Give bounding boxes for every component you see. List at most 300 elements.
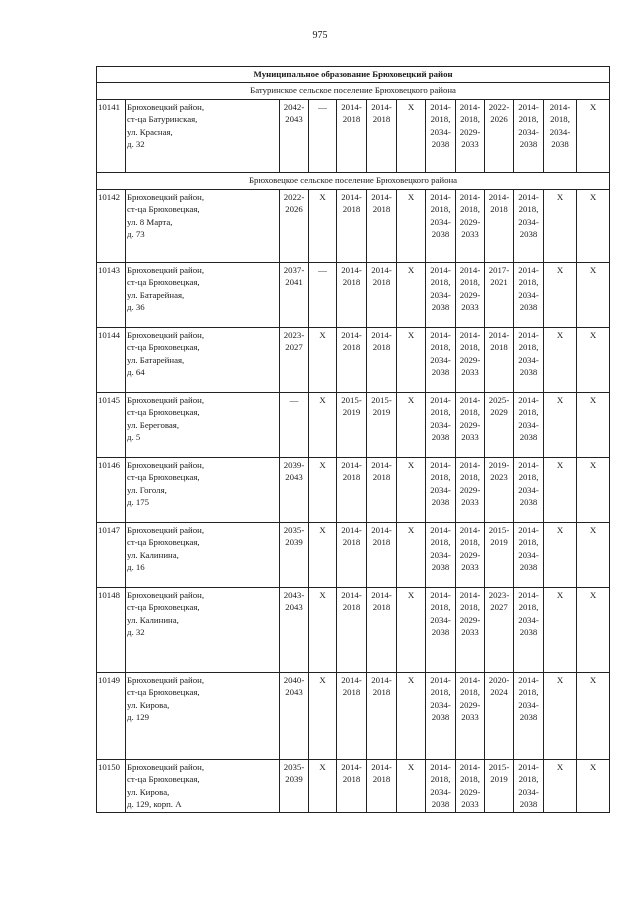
period-cell: [514, 587, 544, 672]
period-line: 2033: [461, 497, 479, 508]
period-cell: [309, 392, 337, 457]
period-line: 2018,: [460, 687, 480, 698]
period-cell: [426, 392, 456, 457]
period-line: X: [556, 459, 564, 470]
period-line: 2018,: [430, 342, 451, 353]
address-line: ул. Красная,: [127, 126, 173, 137]
period-cell: [577, 457, 610, 522]
period-line: X: [556, 524, 564, 535]
housing-repair-schedule-table: [96, 66, 610, 813]
period-line: 2033: [461, 229, 479, 240]
table-row: [97, 262, 610, 327]
period-line: 2018: [342, 114, 361, 125]
period-line: 2014-: [430, 394, 451, 405]
period-cell: [514, 759, 544, 812]
period-cell: [337, 262, 367, 327]
period-line: 2034-: [518, 419, 539, 430]
period-line: 2018: [342, 204, 361, 215]
period-line: 2018: [342, 277, 361, 288]
period-line: 2033: [461, 562, 479, 573]
period-line: 2038: [431, 799, 450, 810]
period-line: 2014-: [371, 101, 392, 112]
period-cell: [456, 672, 485, 759]
record-number: 10143: [97, 262, 126, 327]
period-cell: [397, 759, 426, 812]
period-cell: [426, 189, 456, 262]
address-cell: [126, 672, 280, 759]
period-line: X: [319, 459, 326, 470]
period-line: —: [318, 264, 327, 275]
address-line: д. 129: [127, 712, 150, 723]
period-line: X: [407, 459, 415, 470]
address-line: ул. Батарейная,: [127, 289, 185, 300]
period-line: 2014-: [459, 459, 481, 470]
period-line: 2029: [490, 407, 508, 418]
period-cell: [514, 457, 544, 522]
address-line: ст-ца Брюховецкая,: [127, 774, 200, 785]
period-cell: [337, 587, 367, 672]
settlement-title: Брюховецкое сельское поселение Брюховецкого района: [97, 172, 610, 189]
period-line: 2038: [431, 367, 450, 378]
period-cell: [367, 522, 397, 587]
period-cell: [485, 522, 514, 587]
period-line: 2018,: [460, 602, 480, 613]
period-cell: [456, 522, 485, 587]
period-cell: [514, 392, 544, 457]
period-line: 2014-: [518, 761, 539, 772]
period-line: 2024: [490, 687, 508, 698]
period-line: 2018,: [518, 472, 539, 483]
period-cell: [426, 99, 456, 172]
period-line: 2018,: [518, 687, 539, 698]
period-line: 2038: [431, 229, 450, 240]
period-line: 2018,: [518, 114, 539, 125]
period-cell: [280, 99, 309, 172]
period-line: X: [589, 329, 597, 340]
period-cell: [456, 587, 485, 672]
period-line: 2043: [285, 114, 303, 125]
address-line: Брюховецкий район,: [127, 329, 205, 340]
period-line: 2018,: [430, 537, 451, 548]
period-line: X: [407, 589, 415, 600]
period-line: 2014-: [371, 459, 392, 470]
period-line: 2014-: [459, 264, 481, 275]
period-line: 2018: [342, 537, 361, 548]
period-line: X: [407, 524, 415, 535]
period-line: 2014-: [488, 191, 510, 202]
period-line: 2033: [461, 367, 479, 378]
address-cell: [126, 457, 280, 522]
period-line: 2018: [372, 602, 391, 613]
period-cell: [514, 189, 544, 262]
period-line: 2018,: [518, 602, 539, 613]
address-line: ул. 8 Марта,: [127, 216, 173, 227]
period-line: X: [589, 589, 597, 600]
period-line: 2014-: [459, 761, 481, 772]
period-line: 2034-: [518, 354, 539, 365]
period-line: X: [319, 191, 326, 202]
address-line: д. 73: [127, 229, 145, 240]
period-line: 2018: [490, 342, 508, 353]
period-line: 2018: [490, 204, 508, 215]
period-line: 2029-: [459, 549, 481, 560]
period-line: 2029-: [459, 614, 481, 625]
period-line: 2038: [431, 302, 450, 313]
period-cell: [514, 99, 544, 172]
period-cell: [280, 672, 309, 759]
address-line: ст-ца Брюховецкая,: [127, 342, 200, 353]
period-cell: [337, 522, 367, 587]
period-line: 2023: [490, 472, 508, 483]
period-line: 2014-: [459, 524, 481, 535]
period-line: 2014-: [371, 761, 392, 772]
period-line: 2018: [372, 277, 391, 288]
period-cell: [367, 392, 397, 457]
period-line: 2029-: [459, 786, 481, 797]
period-line: 2014-: [371, 264, 392, 275]
period-line: 2038: [519, 302, 538, 313]
period-cell: [367, 99, 397, 172]
period-line: 2018: [342, 774, 361, 785]
period-line: 2034-: [430, 699, 451, 710]
record-number: 10145: [97, 392, 126, 457]
address-line: Брюховецкий район,: [127, 674, 205, 685]
period-cell: [337, 327, 367, 392]
period-line: 2029-: [459, 289, 481, 300]
period-line: 2014-: [430, 674, 451, 685]
period-line: 2026: [285, 204, 303, 215]
period-line: X: [589, 761, 597, 772]
period-line: 2034-: [430, 484, 451, 495]
period-cell: [577, 327, 610, 392]
period-line: X: [556, 329, 564, 340]
record-number: 10148: [97, 587, 126, 672]
period-line: 2043: [285, 687, 303, 698]
period-cell: [544, 262, 577, 327]
period-line: 2019: [372, 407, 391, 418]
period-line: 2018,: [518, 342, 539, 353]
period-cell: [577, 759, 610, 812]
period-cell: [456, 262, 485, 327]
period-line: 2018,: [430, 407, 451, 418]
period-line: 2038: [431, 497, 450, 508]
period-line: 2039: [285, 774, 303, 785]
period-line: 2038: [519, 562, 538, 573]
period-line: 2043: [285, 602, 303, 613]
period-line: 2043-: [283, 589, 305, 600]
period-line: 2033: [461, 799, 479, 810]
period-line: 2014-: [371, 674, 392, 685]
period-line: 2026: [490, 114, 508, 125]
period-line: 2018,: [460, 342, 480, 353]
address-line: д. 5: [127, 432, 141, 443]
period-line: 2018: [372, 472, 391, 483]
period-cell: [544, 189, 577, 262]
period-cell: [544, 392, 577, 457]
period-line: 2014-: [341, 101, 362, 112]
address-line: ул. Калинина,: [127, 549, 179, 560]
period-line: 2018,: [430, 472, 451, 483]
period-line: 2014-: [341, 761, 362, 772]
period-line: 2014-: [341, 191, 362, 202]
period-line: 2014-: [518, 674, 539, 685]
period-line: 2034-: [430, 549, 451, 560]
period-line: X: [407, 191, 415, 202]
period-cell: [309, 759, 337, 812]
address-line: Брюховецкий район,: [127, 394, 205, 405]
period-line: 2019-: [488, 459, 510, 470]
table-row: [97, 392, 610, 457]
period-line: 2042-: [283, 101, 305, 112]
period-line: X: [589, 674, 597, 685]
period-line: 2014-: [430, 761, 451, 772]
period-line: 2033: [461, 139, 479, 150]
period-line: 2018,: [518, 537, 539, 548]
period-cell: [337, 759, 367, 812]
address-cell: [126, 327, 280, 392]
period-line: 2014-: [459, 101, 481, 112]
period-line: —: [289, 394, 299, 405]
period-line: 2038: [519, 432, 538, 443]
period-cell: [280, 587, 309, 672]
period-line: 2014-: [518, 394, 539, 405]
municipality-header-row: [97, 67, 610, 83]
period-line: 2023-: [283, 329, 305, 340]
address-line: ст-ца Брюховецкая,: [127, 687, 200, 698]
record-number: 10146: [97, 457, 126, 522]
settlement-title: Батуринское сельское поселение Брюховецкого района: [97, 82, 610, 99]
period-cell: [426, 587, 456, 672]
period-line: 2014-: [371, 524, 392, 535]
period-cell: [544, 522, 577, 587]
period-cell: [456, 99, 485, 172]
period-line: 2014-: [430, 191, 451, 202]
period-cell: [397, 392, 426, 457]
period-line: 2018: [342, 472, 361, 483]
address-line: ст-ца Батуринская,: [127, 114, 198, 125]
period-line: 2040-: [283, 674, 305, 685]
period-line: 2018,: [460, 277, 480, 288]
period-cell: [514, 262, 544, 327]
period-cell: [397, 522, 426, 587]
period-line: 2014-: [459, 191, 481, 202]
period-line: 2018,: [518, 774, 539, 785]
period-line: 2014-: [518, 191, 539, 202]
period-line: 2034-: [549, 126, 571, 137]
period-line: 2014-: [459, 329, 481, 340]
period-cell: [456, 759, 485, 812]
period-cell: [577, 587, 610, 672]
period-cell: [280, 457, 309, 522]
period-cell: [456, 327, 485, 392]
period-line: 2035-: [283, 761, 305, 772]
period-line: 2034-: [518, 484, 539, 495]
period-line: 2018,: [430, 774, 451, 785]
period-line: 2018: [372, 204, 391, 215]
period-line: 2014-: [518, 459, 539, 470]
table-row: [97, 672, 610, 759]
period-line: 2034-: [518, 289, 539, 300]
period-cell: [309, 99, 337, 172]
period-line: X: [556, 191, 564, 202]
period-cell: [397, 99, 426, 172]
period-line: 2018,: [460, 774, 480, 785]
record-number: 10144: [97, 327, 126, 392]
period-line: 2014-: [488, 329, 510, 340]
period-cell: [514, 522, 544, 587]
settlement-header-row: [97, 82, 610, 99]
period-line: 2034-: [430, 216, 451, 227]
period-line: 2033: [461, 302, 479, 313]
period-cell: [426, 327, 456, 392]
period-cell: [485, 457, 514, 522]
table-row: [97, 587, 610, 672]
period-cell: [426, 672, 456, 759]
period-cell: [397, 587, 426, 672]
period-cell: [426, 457, 456, 522]
period-line: 2038: [551, 139, 569, 150]
period-line: 2018,: [430, 277, 451, 288]
period-line: 2018: [342, 602, 361, 613]
period-line: 2022-: [283, 191, 305, 202]
period-line: X: [556, 264, 564, 275]
period-line: 2018,: [460, 204, 480, 215]
period-cell: [544, 672, 577, 759]
period-cell: [337, 99, 367, 172]
address-line: ст-ца Брюховецкая,: [127, 472, 200, 483]
period-line: X: [589, 264, 597, 275]
period-line: —: [318, 101, 327, 112]
period-line: X: [589, 191, 597, 202]
period-line: 2038: [519, 139, 538, 150]
period-line: 2014-: [430, 264, 451, 275]
period-cell: [485, 189, 514, 262]
period-line: 2018,: [460, 114, 480, 125]
period-cell: [309, 327, 337, 392]
address-line: Брюховецкий район,: [127, 459, 205, 470]
address-line: д. 64: [127, 367, 145, 378]
period-line: 2038: [519, 712, 538, 723]
address-line: Брюховецкий район,: [127, 191, 205, 202]
address-line: Брюховецкий район,: [127, 101, 205, 112]
period-cell: [280, 327, 309, 392]
period-cell: [280, 189, 309, 262]
period-line: 2018,: [460, 407, 480, 418]
settlement-header-row: [97, 172, 610, 189]
period-cell: [367, 457, 397, 522]
period-line: 2033: [461, 712, 479, 723]
address-line: д. 36: [127, 302, 145, 313]
address-line: ст-ца Брюховецкая,: [127, 277, 200, 288]
period-cell: [485, 99, 514, 172]
period-line: 2034-: [518, 126, 539, 137]
address-line: ул. Береговая,: [127, 419, 180, 430]
period-line: 2014-: [430, 101, 451, 112]
period-line: 2018,: [518, 204, 539, 215]
record-number: 10141: [97, 99, 126, 172]
table-row: [97, 759, 610, 812]
table-row: [97, 327, 610, 392]
period-cell: [367, 672, 397, 759]
period-line: 2038: [431, 627, 450, 638]
period-line: 2038: [519, 799, 538, 810]
period-line: 2015-: [488, 524, 510, 535]
period-cell: [544, 457, 577, 522]
period-line: 2039-: [283, 459, 305, 470]
address-cell: [126, 189, 280, 262]
period-line: X: [556, 394, 564, 405]
period-line: 2014-: [371, 329, 392, 340]
period-line: 2034-: [518, 216, 539, 227]
period-cell: [544, 759, 577, 812]
record-number: 10142: [97, 189, 126, 262]
period-cell: [280, 522, 309, 587]
period-cell: [367, 327, 397, 392]
period-cell: [280, 759, 309, 812]
period-line: 2034-: [430, 126, 451, 137]
period-cell: [485, 759, 514, 812]
period-line: X: [319, 394, 326, 405]
period-cell: [337, 672, 367, 759]
address-line: д. 129, корп. А: [127, 799, 182, 810]
period-line: 2034-: [518, 614, 539, 625]
address-line: Брюховецкий район,: [127, 524, 205, 535]
period-line: 2018,: [460, 472, 480, 483]
period-cell: [485, 587, 514, 672]
period-cell: [514, 327, 544, 392]
address-cell: [126, 99, 280, 172]
period-line: 2018: [342, 342, 361, 353]
period-line: X: [319, 674, 326, 685]
period-line: 2014-: [430, 524, 451, 535]
address-cell: [126, 587, 280, 672]
period-line: 2029-: [459, 126, 481, 137]
period-line: X: [319, 761, 326, 772]
address-line: ул. Гоголя,: [127, 484, 167, 495]
period-cell: [544, 99, 577, 172]
period-line: 2019: [342, 407, 361, 418]
period-line: 2035-: [283, 524, 305, 535]
period-line: X: [556, 761, 564, 772]
period-cell: [397, 327, 426, 392]
period-cell: [485, 672, 514, 759]
period-line: 2029-: [459, 354, 481, 365]
address-line: ул. Батарейная,: [127, 354, 185, 365]
period-cell: [309, 189, 337, 262]
period-line: 2018,: [430, 204, 451, 215]
period-line: 2014-: [459, 589, 481, 600]
period-line: 2014-: [430, 329, 451, 340]
period-cell: [577, 672, 610, 759]
period-line: X: [319, 524, 326, 535]
period-line: 2014-: [371, 589, 392, 600]
period-line: X: [407, 329, 415, 340]
address-line: ул. Калинина,: [127, 614, 179, 625]
period-cell: [397, 189, 426, 262]
period-line: 2014-: [430, 459, 451, 470]
period-line: X: [407, 761, 415, 772]
period-line: 2014-: [518, 524, 539, 535]
period-line: 2018,: [518, 277, 539, 288]
period-cell: [367, 262, 397, 327]
period-line: 2014-: [430, 589, 451, 600]
period-cell: [309, 672, 337, 759]
period-cell: [337, 189, 367, 262]
period-line: 2038: [519, 497, 538, 508]
period-line: 2034-: [430, 354, 451, 365]
address-line: ст-ца Брюховецкая,: [127, 204, 200, 215]
period-line: 2018: [372, 342, 391, 353]
